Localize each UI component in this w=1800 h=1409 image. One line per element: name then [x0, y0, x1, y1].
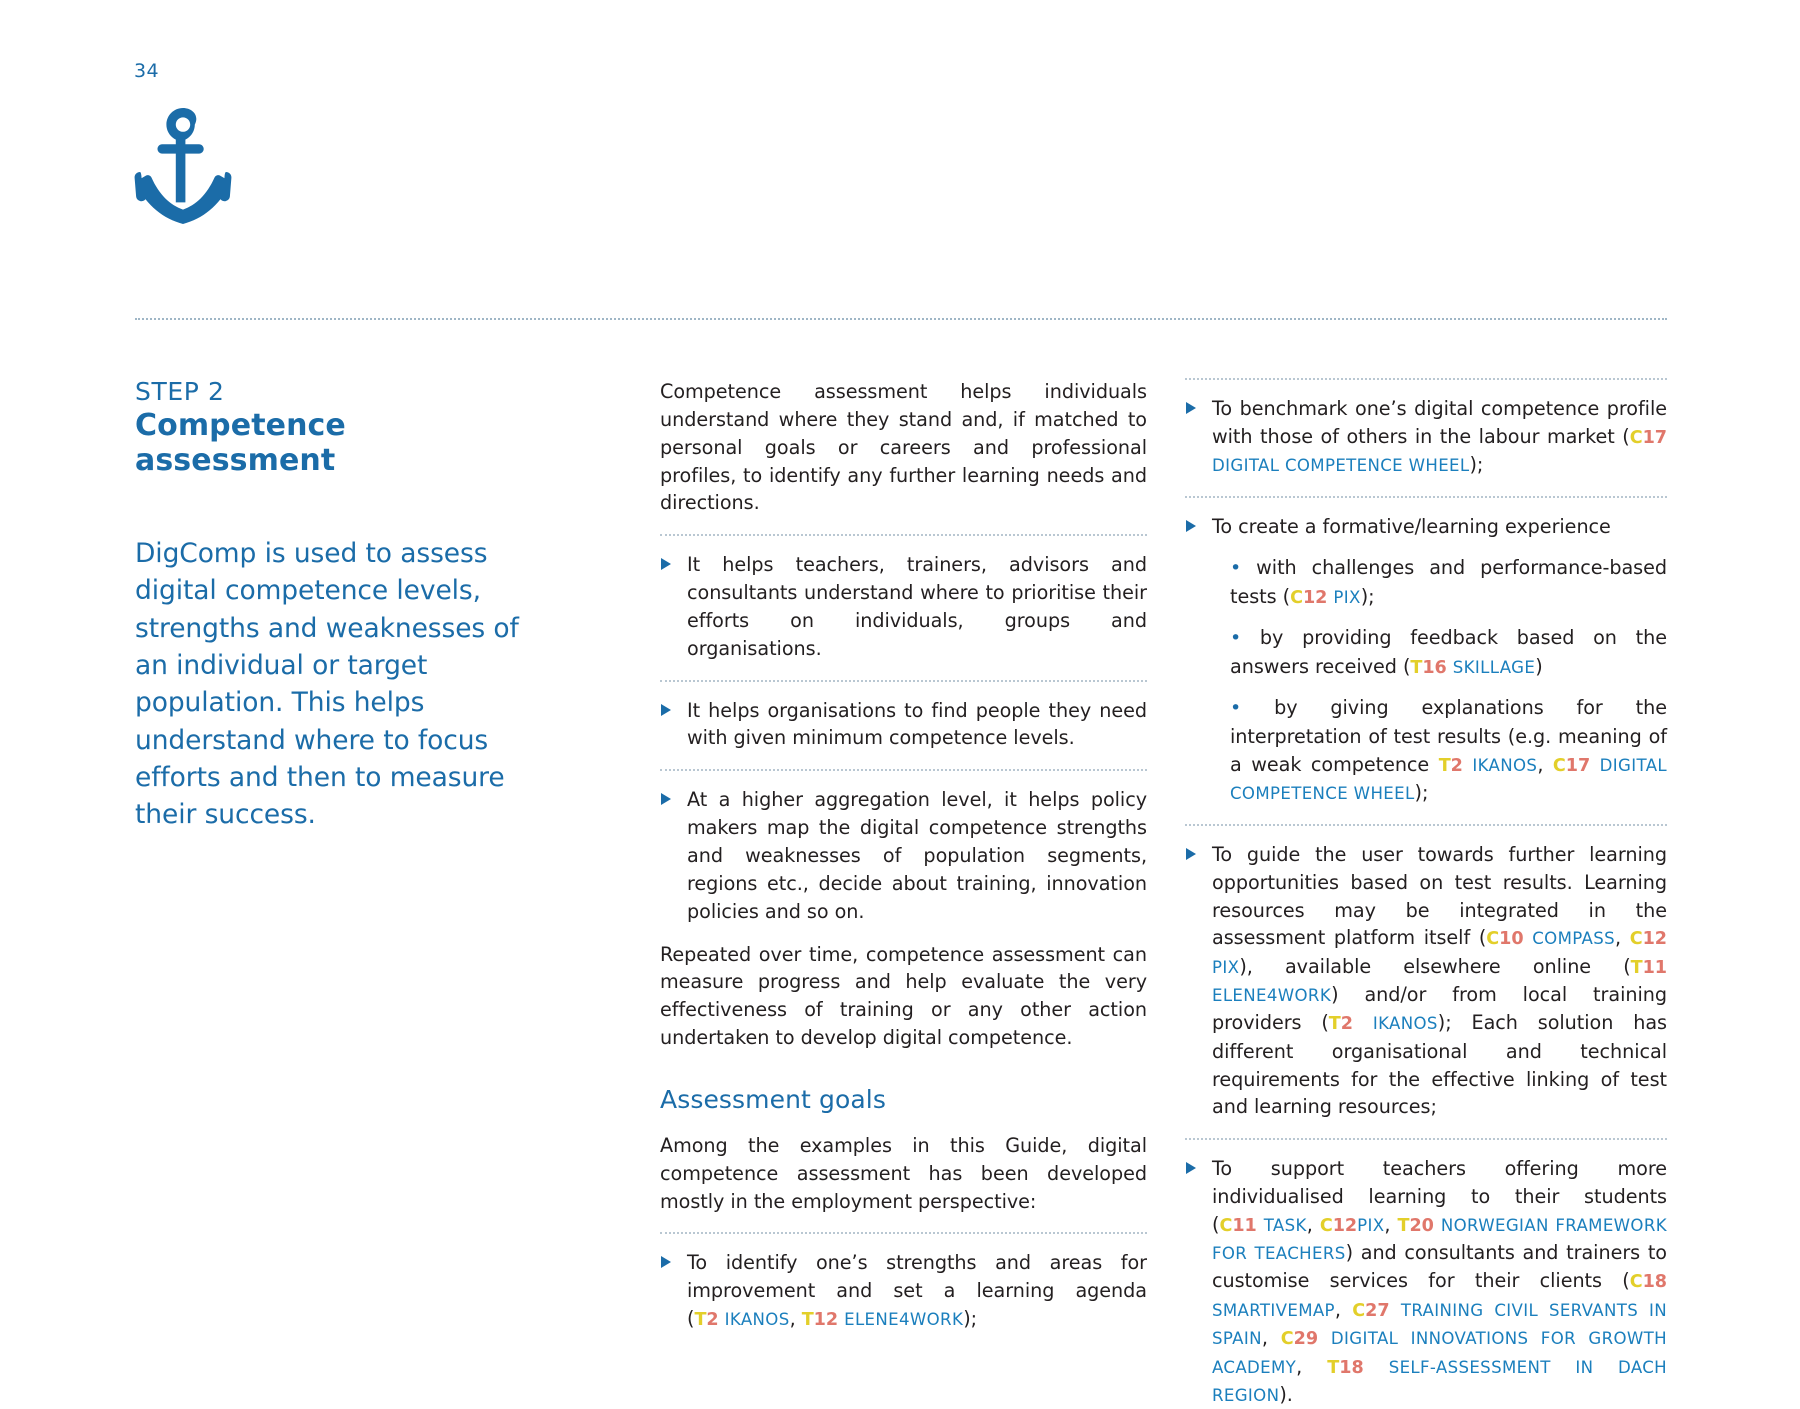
seg-text: ) and/or from local training providers ( [1212, 983, 1667, 1035]
triangle-bullet-icon [660, 786, 687, 806]
triangle-bullet-icon [1185, 1155, 1212, 1175]
reference-code [1486, 926, 1523, 949]
reference-code [1327, 1355, 1363, 1378]
ref-name: TRAINING CIVIL SERVANTS IN SPAIN [1212, 1300, 1667, 1349]
ref-prefix-number: 12 [1642, 929, 1667, 950]
reference-code [1329, 1011, 1353, 1034]
seg-text: ). [1279, 1383, 1293, 1407]
right-column [1185, 378, 1667, 1409]
reference-code [1398, 1213, 1434, 1236]
ref-prefix-letter: T [694, 1310, 707, 1331]
divider [660, 534, 1147, 536]
section-heading: Assessment goals [660, 1084, 886, 1114]
list-item [660, 551, 1147, 662]
ref-prefix-number: 12 [1302, 587, 1328, 608]
list-item-text [1212, 841, 1667, 1121]
list-item-text: To identify one’s strengths and areas for improvement and set a learning agenda (T2 IKANOS, T12 ELENE4WORK); [687, 1251, 1147, 1331]
ref-prefix-number: 2 [1340, 1014, 1353, 1035]
seg-text: To support teachers offering more individualised learning to their students ( [1212, 1157, 1667, 1236]
ref-prefix-letter: C [1319, 1215, 1333, 1236]
dot-bullet-icon: • [1230, 627, 1242, 650]
ref-prefix-letter: T [1328, 1014, 1341, 1035]
bullet-text-after: ); [1469, 453, 1484, 477]
ref-name: TASK [1263, 1215, 1307, 1235]
ref-prefix-number: 27 [1365, 1300, 1390, 1321]
list-item [660, 697, 1147, 753]
closing-paragraph: Repeated over time, competence assessment can measure progress and help evaluate the very effectiveness of training or any other action undertaken to develop digital competence. [660, 942, 1147, 1050]
ref-name: DIGITAL COMPETENCE WHEEL [1230, 755, 1667, 804]
list-item-text [1212, 1155, 1667, 1409]
divider [1185, 496, 1667, 498]
seg-text: , [1384, 1212, 1398, 1236]
reference-code [1281, 1326, 1318, 1349]
ref-prefix-letter: C [1629, 1272, 1643, 1293]
ref-prefix-number: 12 [1332, 1215, 1358, 1236]
list-item [660, 786, 1147, 925]
header-divider [135, 318, 1667, 322]
ref-prefix-number: 11 [1642, 957, 1667, 978]
triangle-bullet-icon [1185, 841, 1212, 861]
left-column [135, 378, 555, 834]
sub-text-before: with challenges and performance-based tests ( [1230, 556, 1667, 608]
ref-prefix-number: 20 [1409, 1215, 1434, 1236]
sub-text-after: ); [1360, 584, 1375, 608]
ref-prefix-letter: C [1219, 1215, 1233, 1236]
divider [660, 769, 1147, 771]
sub-text-before: by giving explanations for the interpretation of test results (e.g. meaning of a weak competence [1230, 696, 1667, 776]
list-item-text [1212, 395, 1667, 479]
reference-code [1439, 753, 1463, 776]
ref-prefix-number: 11 [1232, 1215, 1257, 1236]
ref-prefix-letter: T [1397, 1215, 1410, 1236]
ref-name: DIGITAL INNOVATIONS FOR GROWTH ACADEMY [1212, 1329, 1667, 1377]
seg-text: ); Each solution has different organisational and technical requirements for the effective linking of test and learning resources; [1212, 1011, 1667, 1119]
page-number: 34 [134, 60, 159, 82]
ref-prefix-number: 2 [706, 1310, 719, 1331]
ref-prefix-number: 17 [1642, 427, 1667, 448]
reference-code [802, 1307, 963, 1330]
sub-list-item: • by giving explanations for the interpretation of test results (e.g. meaning of a weak competence T2 IKANOS, C17 DIGITAL COMPETENCE WHEEL); [1230, 696, 1667, 805]
bullet-lead-text: To create a formative/learning experience [1212, 515, 1611, 539]
reference-code [1290, 585, 1361, 608]
middle-column [660, 378, 1147, 1334]
seg-text: , [1296, 1354, 1328, 1378]
ref-prefix-number: 2 [1450, 755, 1463, 776]
ref-name: PIX [1357, 1215, 1385, 1235]
dot-bullet-icon: • [1230, 557, 1242, 580]
goal-text-before: To identify one’s strengths and areas for improvement and set a learning agenda ( [687, 1251, 1147, 1331]
seg-text: , [1334, 1297, 1353, 1321]
anchor-icon [128, 106, 238, 226]
ref-name: ELENE4WORK [844, 1310, 964, 1330]
ref-name: COMPASS [1532, 929, 1615, 949]
bullet-text-before: To benchmark one’s digital competence profile with those of others in the labour market ( [1212, 397, 1667, 448]
list-item [1185, 1155, 1667, 1409]
sub-text-before: by providing feedback based on the answers received ( [1230, 626, 1667, 678]
sub-text-after: ); [1414, 781, 1429, 805]
ref-name: IKANOS [1472, 755, 1538, 775]
list-item-text: At a higher aggregation level, it helps policy makers map the digital competence strengths and weaknesses of population segments, regions etc., decide about training, innovation policies and so on. [687, 788, 1147, 923]
ref-prefix-letter: C [1352, 1300, 1366, 1321]
ref-name: IKANOS [1372, 1014, 1438, 1034]
seg-text: ), available elsewhere online ( [1239, 954, 1631, 978]
intro-paragraph: Competence assessment helps individuals understand where they stand and, if matched to personal goals or careers and professional profiles, to identify any further learning needs and directions. [660, 380, 1147, 515]
reference-code [1320, 1213, 1385, 1236]
ref-prefix-letter: C [1280, 1329, 1294, 1350]
ref-name: IKANOS [724, 1310, 790, 1330]
ref-prefix-number: 29 [1293, 1329, 1319, 1350]
ref-prefix-letter: T [1410, 657, 1423, 678]
triangle-bullet-icon [660, 1249, 687, 1269]
divider [660, 1232, 1147, 1234]
seg-text: , [1615, 926, 1630, 950]
ref-name: DIGITAL COMPETENCE WHEEL [1212, 456, 1470, 476]
section-intro: Among the examples in this Guide, digital competence assessment has been developed mostly in the employment perspective: [660, 1133, 1147, 1213]
triangle-bullet-icon [660, 551, 687, 571]
ref-name: SMARTIVEMAP [1212, 1300, 1335, 1320]
divider [1185, 824, 1667, 826]
triangle-bullet-icon [1185, 513, 1212, 533]
ref-prefix-number: 18 [1339, 1357, 1364, 1378]
triangle-bullet-icon [1185, 395, 1212, 415]
ref-prefix-number: 10 [1499, 929, 1524, 950]
reference-code [1631, 955, 1667, 978]
ref-prefix-number: 12 [813, 1310, 839, 1331]
list-item-text: It helps teachers, trainers, advisors and consultants understand where to prioritise their efforts on individuals, groups and organisations. [687, 553, 1147, 660]
divider [660, 680, 1147, 682]
ref-name: PIX [1333, 587, 1361, 607]
dot-bullet-icon: • [1230, 697, 1242, 720]
sub-text-after: ) [1535, 654, 1543, 678]
ref-prefix-letter: C [1486, 929, 1500, 950]
reference-code [1410, 655, 1535, 678]
list-item [660, 1249, 1147, 1333]
ref-prefix-letter: C [1629, 427, 1643, 448]
list-item-text: It helps organisations to find people they need with given minimum competence levels. [687, 698, 1147, 750]
ref-name: SELF-ASSESSMENT IN DACH REGION [1212, 1357, 1667, 1406]
goal-text-after: ); [963, 1307, 978, 1331]
seg-text: , [1306, 1212, 1320, 1236]
sub-list-item [1212, 554, 1667, 611]
seg-text: ) and consultants and trainers to customise services for their clients ( [1212, 1241, 1667, 1293]
ref-name: NORWEGIAN FRAMEWORK FOR TEACHERS [1212, 1215, 1667, 1264]
page-title: Competence assessment [135, 408, 346, 479]
list-item [1185, 395, 1667, 479]
ref-prefix-letter: T [1327, 1357, 1340, 1378]
ref-prefix-number: 18 [1642, 1272, 1667, 1293]
list-item [1185, 841, 1667, 1121]
ref-prefix-letter: C [1552, 755, 1566, 776]
ref-name: PIX [1212, 957, 1240, 977]
seg-text: , [1261, 1326, 1281, 1350]
divider [1185, 1138, 1667, 1140]
reference-code [1352, 1298, 1389, 1321]
ref-prefix-letter: C [1629, 929, 1643, 950]
ref-name: ELENE4WORK [1212, 986, 1332, 1006]
ref-prefix-letter: T [1630, 957, 1643, 978]
ref-prefix-letter: T [801, 1310, 814, 1331]
ref-prefix-letter: T [1438, 755, 1451, 776]
ref-name: SKILLAGE [1452, 657, 1536, 677]
lead-paragraph: DigComp is used to assess digital competence levels, strengths and weaknesses of an individual or target population. This helps understand where to focus efforts and then to measure their success. [135, 537, 519, 831]
ref-prefix-letter: C [1290, 587, 1303, 608]
step-label: STEP 2 [135, 377, 225, 406]
reference-code [1219, 1213, 1306, 1236]
ref-prefix-number: 16 [1422, 657, 1447, 678]
reference-code [694, 1307, 789, 1330]
list-item-text [1212, 513, 1667, 807]
divider [1185, 378, 1667, 380]
seg-text: To guide the user towards further learning opportunities based on test results. Learning resources may be integrated in the assessment platform itself ( [1212, 842, 1667, 950]
triangle-bullet-icon [660, 697, 687, 717]
sub-list-item [1212, 624, 1667, 681]
ref-prefix-number: 17 [1565, 755, 1591, 776]
list-item [1185, 513, 1667, 807]
